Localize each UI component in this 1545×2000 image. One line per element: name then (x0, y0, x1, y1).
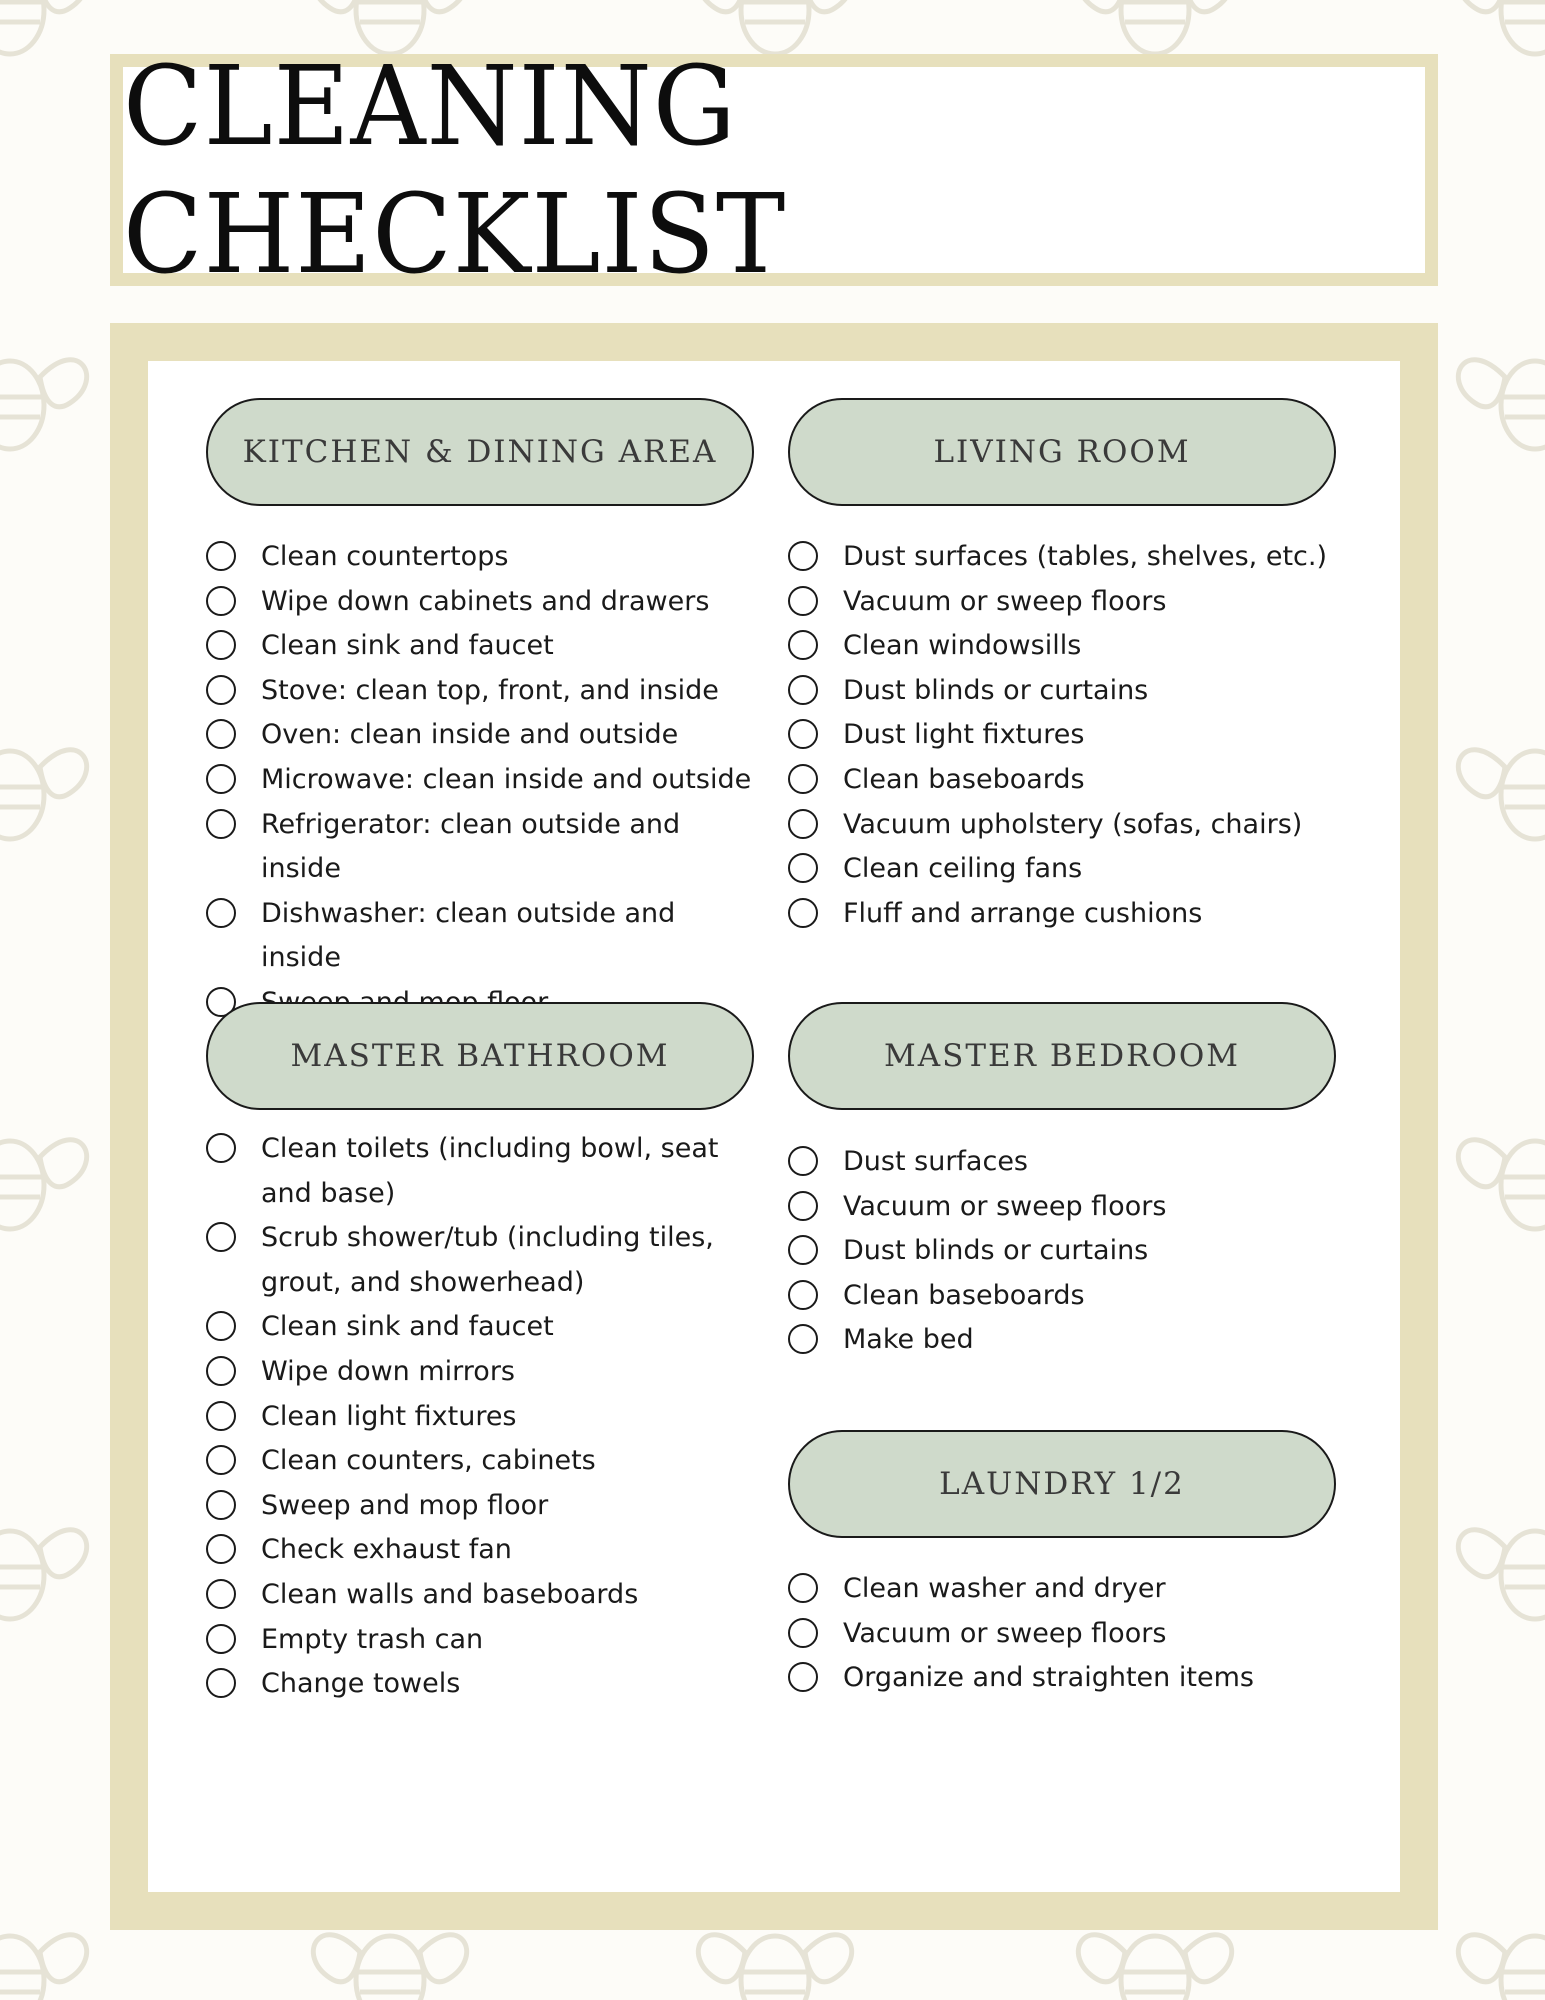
checklist-item-label: Vacuum or sweep floors (843, 1617, 1167, 1649)
checklist-item (206, 1439, 754, 1484)
checklist-item (788, 1612, 1336, 1657)
checklist-item-label: Fluff and arrange cushions (843, 897, 1203, 929)
checklist-item-label: Refrigerator: clean outside and inside (261, 808, 681, 885)
checklist-item (788, 580, 1336, 625)
checkbox-circle[interactable] (206, 764, 236, 794)
checklist (206, 535, 754, 1026)
checklist-item-label: Dust blinds or curtains (843, 1235, 1149, 1267)
title-frame (110, 41, 1438, 299)
checkbox-circle[interactable] (788, 719, 818, 749)
checklist-item (788, 803, 1336, 848)
checklist-item (788, 847, 1336, 892)
checkbox-circle[interactable] (788, 1324, 818, 1354)
section-heading: MASTER BATHROOM (206, 1002, 754, 1110)
checklist-item (206, 1216, 754, 1305)
checklist-panel (148, 361, 1400, 1892)
checklist (206, 1127, 754, 1707)
checkbox-circle[interactable] (206, 1356, 236, 1386)
checklist-item-label: Vacuum or sweep floors (843, 585, 1167, 617)
checkbox-circle[interactable] (206, 898, 236, 928)
checklist-item (206, 892, 754, 981)
checklist-item (206, 713, 754, 758)
checklist-item (788, 535, 1336, 580)
checklist-item (206, 1618, 754, 1663)
checklist (788, 1140, 1336, 1363)
checkbox-circle[interactable] (788, 1191, 818, 1221)
checkbox-circle[interactable] (206, 1579, 236, 1609)
checklist-item-label: Clean countertops (261, 541, 509, 572)
checkbox-circle[interactable] (788, 764, 818, 794)
checklist-item (788, 1656, 1336, 1701)
checklist-item-label: Microwave: clean inside and outside (261, 763, 752, 795)
checklist-item-label: Stove: clean top, front, and inside (261, 674, 719, 706)
checkbox-circle[interactable] (788, 1146, 818, 1176)
checkbox-circle[interactable] (788, 1662, 818, 1692)
section-heading: KITCHEN & DINING AREA (206, 398, 754, 506)
checkbox-circle[interactable] (206, 1668, 236, 1698)
checklist-item-label: Wipe down cabinets and drawers (261, 585, 710, 617)
checklist-item (788, 758, 1336, 803)
section-kitchen-dining (206, 398, 754, 1026)
checkbox-circle[interactable] (206, 630, 236, 660)
checkbox-circle[interactable] (206, 1311, 236, 1341)
checklist-item-label: Scrub shower/tub (including tiles, grout, and showerhead) (261, 1222, 714, 1298)
checklist-item-label: Empty trash can (261, 1623, 484, 1655)
checkbox-circle[interactable] (788, 1573, 818, 1603)
checklist-item-label: Check exhaust fan (261, 1534, 512, 1566)
page-title: CLEANING CHECKLIST (123, 41, 787, 299)
checklist-item-label: Clean light fixtures (261, 1400, 517, 1432)
checkbox-circle[interactable] (788, 1235, 818, 1265)
checklist-item-label: Change towels (261, 1668, 461, 1700)
section-heading: LAUNDRY 1/2 (788, 1430, 1336, 1538)
checklist-item (206, 1484, 754, 1529)
checklist-item (206, 624, 754, 669)
checklist-item-label: Dishwasher: clean outside and inside (261, 897, 676, 974)
checkbox-circle[interactable] (206, 1534, 236, 1564)
checklist-item-label: Oven: clean inside and outside (261, 719, 679, 751)
section-laundry (788, 1430, 1336, 1701)
checkbox-circle[interactable] (788, 630, 818, 660)
checkbox-circle[interactable] (206, 1624, 236, 1654)
section-master-bathroom (206, 1002, 754, 1707)
checkbox-circle[interactable] (788, 586, 818, 616)
checklist-item (788, 1318, 1336, 1363)
checklist-item (206, 1528, 754, 1573)
checklist-item-label: Dust surfaces (843, 1146, 1028, 1177)
checkbox-circle[interactable] (206, 1401, 236, 1431)
checkbox-circle[interactable] (206, 1445, 236, 1475)
checklist-item-label: Dust light fixtures (843, 719, 1085, 751)
checklist-item-label: Make bed (843, 1324, 974, 1356)
checkbox-circle[interactable] (206, 541, 236, 571)
checklist-item (206, 1573, 754, 1618)
checklist-item (206, 803, 754, 892)
checklist-item (206, 1662, 754, 1707)
checklist-item-label: Clean counters, cabinets (261, 1445, 596, 1477)
checklist-item-label: Clean windowsills (843, 630, 1082, 662)
checklist-item (788, 892, 1336, 937)
checklist-item (788, 1185, 1336, 1230)
checklist-item (206, 1350, 754, 1395)
section-heading: LIVING ROOM (788, 398, 1336, 506)
checklist-item-label: Dust blinds or curtains (843, 674, 1149, 706)
section-master-bedroom (788, 1002, 1336, 1363)
checklist-item-label: Clean ceiling fans (843, 853, 1083, 885)
checklist (788, 535, 1336, 936)
checkbox-circle[interactable] (206, 1133, 236, 1163)
checklist-item (206, 535, 754, 580)
checklist-item-label: Vacuum or sweep floors (843, 1190, 1167, 1222)
checklist (788, 1567, 1336, 1701)
checkbox-circle[interactable] (788, 675, 818, 705)
checklist-item (788, 1274, 1336, 1319)
checkbox-circle[interactable] (788, 1280, 818, 1310)
checklist-item-label: Clean toilets (including bowl, seat and base) (261, 1133, 719, 1209)
checkbox-circle[interactable] (206, 675, 236, 705)
checklist-item-label: Clean washer and dryer (843, 1573, 1166, 1604)
checklist-item (206, 758, 754, 803)
checklist-item-label: Dust surfaces (tables, shelves, etc.) (843, 541, 1327, 572)
checklist-item-label: Sweep and mop floor (261, 1489, 549, 1521)
checklist-frame (110, 323, 1438, 1930)
checklist-item (788, 1140, 1336, 1185)
title-box (123, 41, 1425, 299)
checklist-item-label: Clean baseboards (843, 1279, 1085, 1311)
checklist-item (788, 669, 1336, 714)
checklist-item-label: Vacuum upholstery (sofas, chairs) (843, 808, 1303, 840)
checkbox-circle[interactable] (788, 1618, 818, 1648)
checklist-item (788, 713, 1336, 758)
checklist-item (206, 1127, 754, 1216)
checklist-item-label: Clean sink and faucet (261, 1311, 554, 1343)
checkbox-circle[interactable] (788, 898, 818, 928)
checkbox-circle[interactable] (206, 719, 236, 749)
checklist-item-label: Clean walls and baseboards (261, 1578, 639, 1610)
checkbox-circle[interactable] (206, 586, 236, 616)
checklist-item-label: Clean baseboards (843, 763, 1085, 795)
section-living-room (788, 398, 1336, 936)
checklist-item (206, 1395, 754, 1440)
checklist-item (206, 669, 754, 714)
checklist-item (788, 624, 1336, 669)
checkbox-circle[interactable] (206, 1490, 236, 1520)
checklist-item (788, 1229, 1336, 1274)
checklist-item-label: Clean sink and faucet (261, 630, 554, 662)
checkbox-circle[interactable] (206, 809, 236, 839)
checkbox-circle[interactable] (788, 541, 818, 571)
section-heading: MASTER BEDROOM (788, 1002, 1336, 1110)
checklist-item (206, 1305, 754, 1350)
checklist-item-label: Wipe down mirrors (261, 1355, 515, 1387)
checklist-item (206, 580, 754, 625)
checkbox-circle[interactable] (788, 853, 818, 883)
checkbox-circle[interactable] (206, 1222, 236, 1252)
checklist-item (788, 1567, 1336, 1612)
checklist-item-label: Organize and straighten items (843, 1662, 1254, 1694)
checkbox-circle[interactable] (788, 809, 818, 839)
